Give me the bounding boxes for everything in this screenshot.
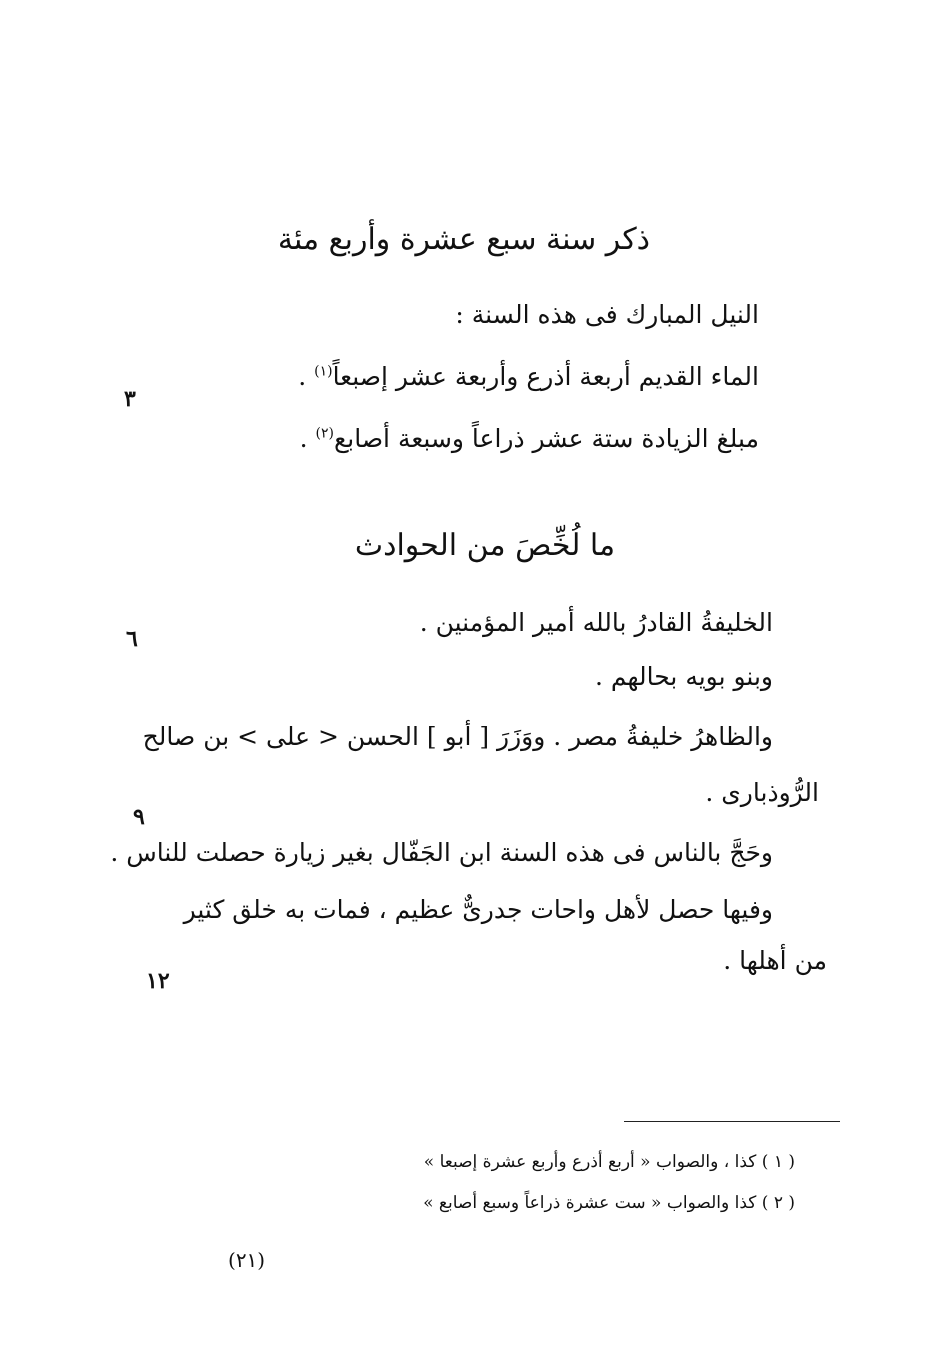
period: . <box>299 424 308 453</box>
footnote-ref-1: (١) <box>314 363 333 380</box>
section-heading-year: ذكر سنة سبع عشرة وأربع مئة <box>277 222 650 257</box>
period: . <box>298 362 307 391</box>
page-number: (٢١) <box>228 1248 266 1272</box>
nile-intro: النيل المبارك فى هذه السنة : <box>455 300 759 329</box>
event-line-2: وبنو بويه بحالهم . <box>594 662 773 691</box>
event-line-7: من أهلها . <box>723 946 827 975</box>
nile-increase <box>300 424 759 453</box>
event-line-1: الخليفةُ القادرُ بالله أمير المؤمنين . <box>419 608 773 637</box>
line-number-3: ٣ <box>124 386 136 412</box>
event-line-5: وحَجَّ بالناس فى هذه السنة ابن الجَفّال بغير زيارة حصلت للناس . <box>110 838 773 867</box>
line-number-12: ١٢ <box>146 968 170 994</box>
line-number-9: ٩ <box>133 804 145 830</box>
nile-increase-text: مبلغ الزيادة ستة عشر ذراعاً وسبعة أصابع <box>333 424 759 453</box>
line-number-6: ٦ <box>126 626 138 652</box>
footnote-2: ( ٢ ) كذا والصواب « ست عشرة ذراعاً وسبع أصابع » <box>423 1193 795 1213</box>
event-line-4: الرُّوذبارى . <box>705 778 819 807</box>
event-line-3: والظاهرُ خليفةُ مصر . ووَزَرَ [ أبو ] الحسن < على > بن صالح <box>142 722 773 751</box>
footnote-separator <box>624 1121 840 1122</box>
event-line-6: وفيها حصل لأهل واحات جدرىٌّ عظيم ، فمات به خلق كثير <box>183 895 773 924</box>
nile-old-water <box>298 362 759 391</box>
footnote-ref-2: (٢) <box>315 425 334 442</box>
section-heading-events: ما لُخِّصَ من الحوادث <box>354 528 616 563</box>
nile-old-water-text: الماء القديم أربعة أذرع وأربعة عشر إصبعاً <box>332 362 759 391</box>
footnote-1: ( ١ ) كذا ، والصواب « أربع أذرع وأربع عشرة إصبعا » <box>423 1152 795 1172</box>
